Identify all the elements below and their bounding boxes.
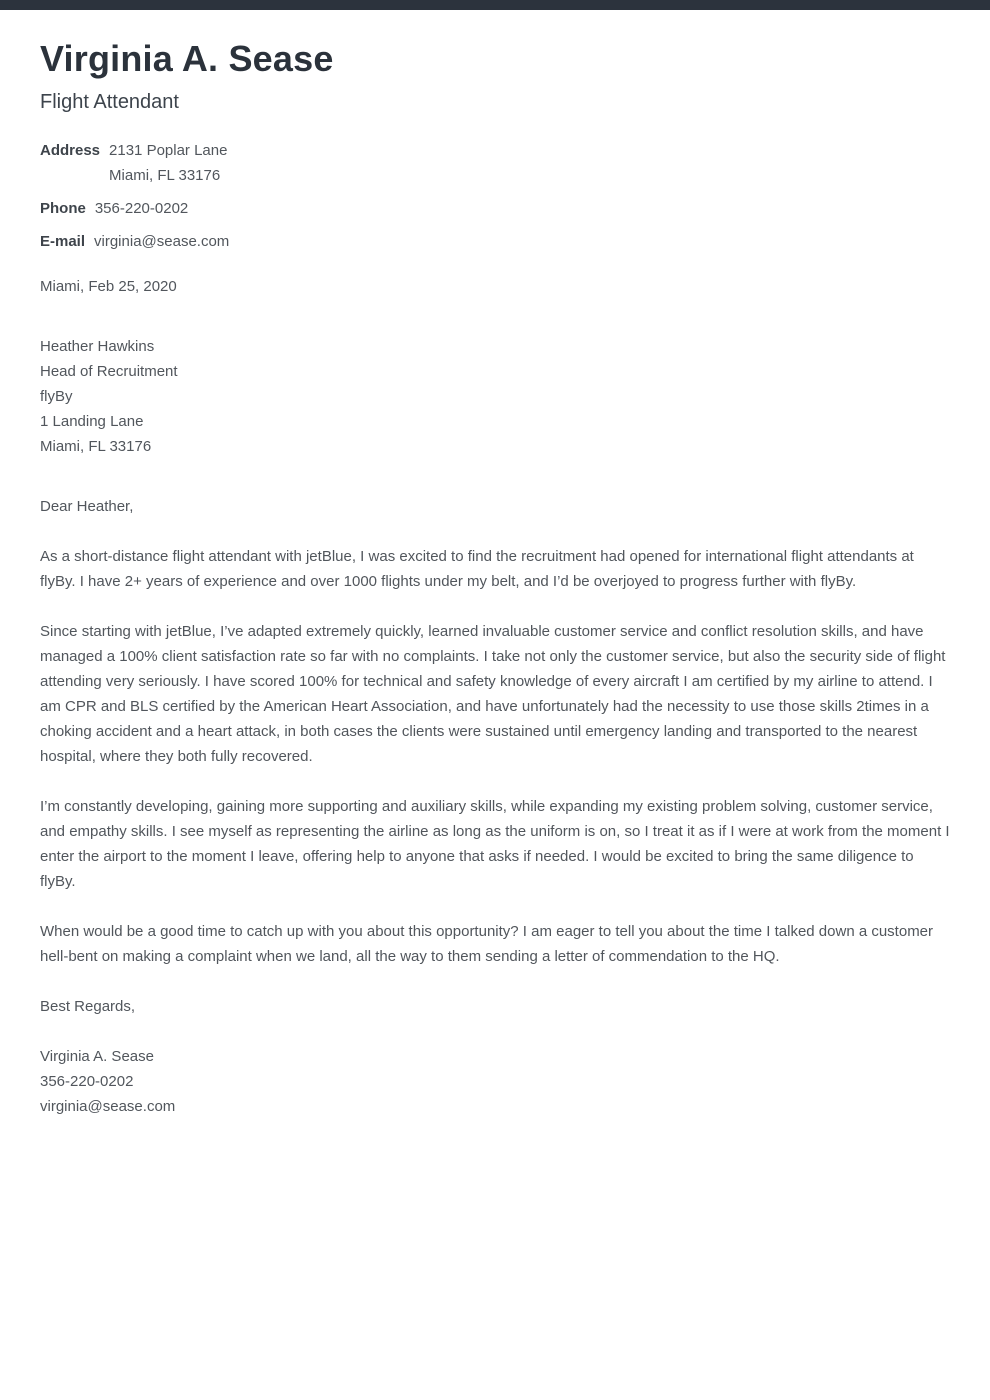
contact-info-block bbox=[40, 138, 950, 254]
email-value bbox=[94, 229, 229, 254]
contact-row-address bbox=[40, 138, 950, 188]
signature-email: virginia@sease.com bbox=[40, 1098, 176, 1115]
body-paragraph-4: When would be a good time to catch up with you about this opportunity? I am eager to tell you about the time I talked down a customer hell-bent on making a complaint when we land, all the way to them sending a letter of commendation to the HQ. bbox=[40, 923, 934, 965]
recipient-street: 1 Landing Lane bbox=[40, 413, 144, 430]
letter-content bbox=[0, 10, 990, 1119]
contact-row-email bbox=[40, 229, 950, 254]
signature-block bbox=[40, 1044, 950, 1119]
phone-number: 356-220-0202 bbox=[94, 200, 189, 217]
recipient-block bbox=[40, 334, 950, 459]
address-line-1: 2131 Poplar Lane bbox=[109, 142, 228, 159]
top-accent-bar bbox=[0, 0, 990, 10]
phone-label: Phone bbox=[40, 200, 86, 217]
body-paragraph-2: Since starting with jetBlue, I’ve adapted extremely quickly, learned invaluable customer service and conflict resolution skills, and have managed a 100% client satisfaction rate so far with no complaints. I take not only the customer service, but also the security side of flight attending very seriously. I have scored 100% for technical and safety knowledge of every aircraft I am certified by my airline to attend. I am CPR and BLS certified by the American Heart Association, and have unfortunately had the necessity to use those skills 2times in a choking accident and a heart attack, in both cases the clients were sustained until emergency landing and transported to the nearest hospital, where they both fully recovered. bbox=[40, 623, 946, 765]
applicant-name: Virginia A. Sease bbox=[40, 38, 334, 79]
signature-name: Virginia A. Sease bbox=[40, 1048, 154, 1065]
recipient-city: Miami, FL 33176 bbox=[40, 438, 152, 455]
phone-value bbox=[95, 196, 188, 221]
date-line: Miami, Feb 25, 2020 bbox=[40, 278, 177, 295]
applicant-job-title: Flight Attendant bbox=[40, 91, 179, 113]
closing-line: Best Regards, bbox=[40, 998, 136, 1015]
body-paragraph-1: As a short-distance flight attendant with jetBlue, I was excited to find the recruitment had opened for international flight attendants at flyBy. I have 2+ years of experience and over 1000 flights under my belt, and I’d be overjoyed to progress further with flyBy. bbox=[40, 548, 914, 590]
address-value bbox=[109, 138, 227, 188]
signature-phone: 356-220-0202 bbox=[40, 1073, 134, 1090]
salutation: Dear Heather, bbox=[40, 498, 134, 515]
email-address: virginia@sease.com bbox=[94, 233, 230, 250]
recipient-title: Head of Recruitment bbox=[40, 363, 178, 380]
recipient-name: Heather Hawkins bbox=[40, 338, 155, 355]
body-paragraph-3: I’m constantly developing, gaining more supporting and auxiliary skills, while expanding my existing problem solving, customer service, and empathy skills. I see myself as representing the airline as long as the uniform is on, so I treat it as if I were at work from the moment I enter the airport to the moment I leave, offering help to anyone that asks if needed. I would be excited to bring the same diligence to flyBy. bbox=[40, 798, 950, 890]
address-line-2: Miami, FL 33176 bbox=[109, 167, 221, 184]
contact-row-phone bbox=[40, 196, 950, 221]
recipient-company: flyBy bbox=[40, 388, 73, 405]
address-label: Address bbox=[40, 142, 101, 159]
email-label: E-mail bbox=[40, 233, 86, 250]
